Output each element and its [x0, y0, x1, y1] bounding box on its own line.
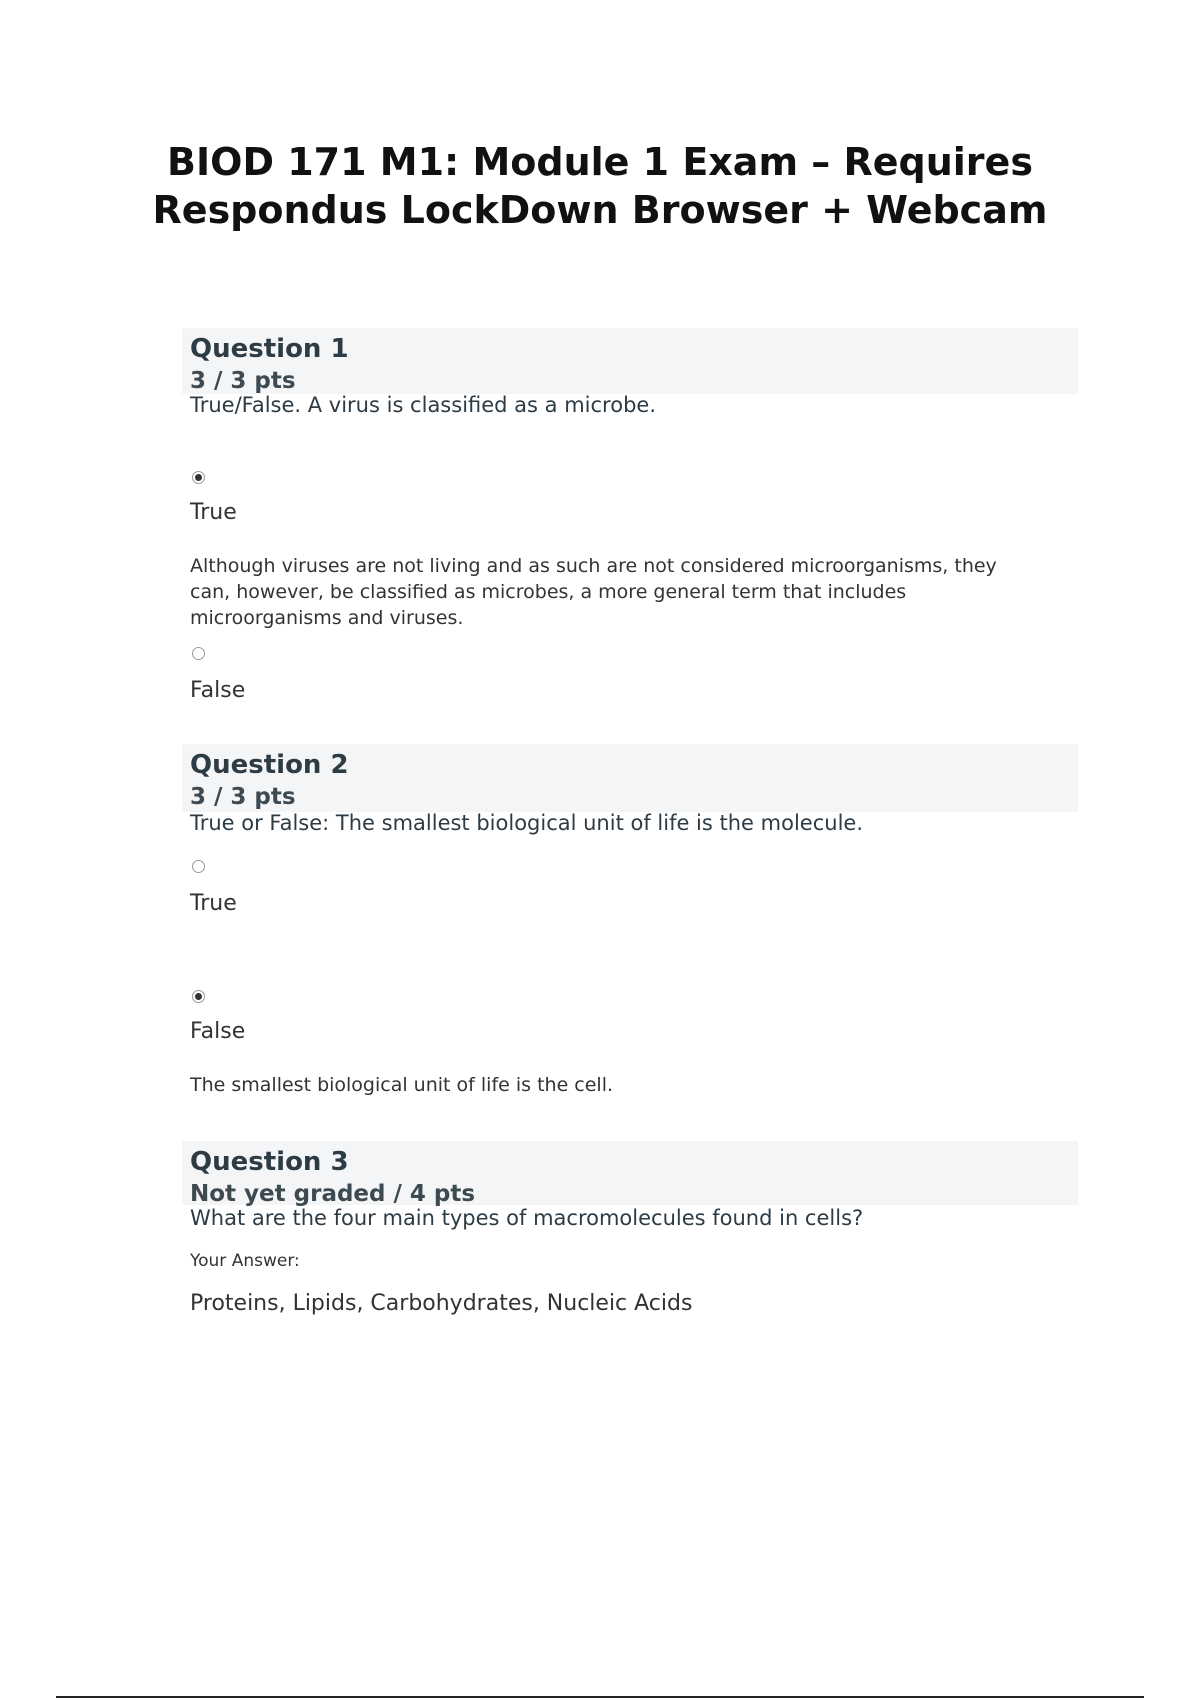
question-3-answer-text: Proteins, Lipids, Carbohydrates, Nucleic Acids: [190, 1291, 693, 1316]
question-2-option-true-radio[interactable]: [192, 860, 205, 873]
question-2-option-true-label[interactable]: True: [190, 891, 237, 916]
question-2-title: Question 2: [190, 750, 349, 780]
question-1-option-false-label[interactable]: False: [190, 678, 246, 703]
question-1-header: [182, 328, 1078, 394]
question-2-option-false-label[interactable]: False: [190, 1019, 246, 1044]
question-3-header: [182, 1141, 1078, 1205]
question-2-text: True or False: The smallest biological unit of life is the molecule.: [190, 811, 863, 835]
question-3-title: Question 3: [190, 1147, 349, 1177]
question-1-score: 3 / 3 pts: [190, 368, 296, 394]
question-3-text: What are the four main types of macromolecules found in cells?: [190, 1206, 864, 1230]
page-title: [0, 138, 1200, 234]
question-2-answer-comment: The smallest biological unit of life is the cell.: [190, 1074, 614, 1096]
question-2-option-false-radio[interactable]: [192, 990, 205, 1003]
question-1-option-true-radio[interactable]: [192, 471, 205, 484]
question-2-header: [182, 744, 1078, 812]
page-title-line-2: Respondus LockDown Browser + Webcam: [152, 188, 1048, 232]
page-title-line-1: BIOD 171 M1: Module 1 Exam – Requires: [167, 140, 1033, 184]
question-1-option-true-label[interactable]: True: [190, 500, 237, 525]
question-1-title: Question 1: [190, 334, 349, 364]
question-1-answer-comment: Although viruses are not living and as such are not considered microorganisms, they can, however, be classified as microbes, a more general term that includes microorganisms and viruses.: [190, 555, 997, 629]
question-1-text: True/False. A virus is classified as a microbe.: [190, 393, 656, 417]
question-2-score: 3 / 3 pts: [190, 784, 296, 810]
question-3-answer-label: Your Answer:: [190, 1251, 300, 1271]
question-3-score: Not yet graded / 4 pts: [190, 1181, 476, 1207]
question-1-option-false-radio[interactable]: [192, 647, 205, 660]
footer-divider: [56, 1696, 1144, 1698]
